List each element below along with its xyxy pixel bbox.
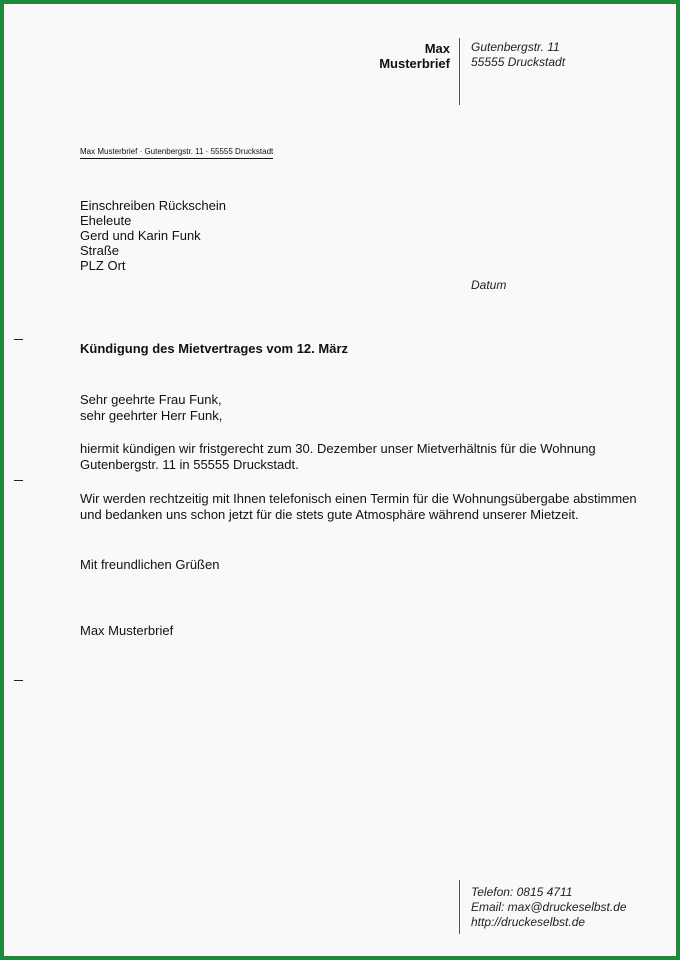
footer-web: http://druckeselbst.de (471, 915, 586, 929)
punch-mark (14, 480, 23, 481)
closing: Mit freundlichen Grüßen (80, 557, 220, 572)
subject-line: Kündigung des Mietvertrages vom 12. März (80, 341, 349, 356)
sender-city: 55555 Druckstadt (471, 55, 566, 69)
recipient-line: Einschreiben Rückschein (80, 198, 226, 213)
sender-name (379, 41, 450, 71)
footer-phone: Telefon: 0815 4711 (471, 885, 573, 899)
fold-mark (14, 339, 23, 340)
fold-mark (14, 680, 23, 681)
recipient-line: Gerd und Karin Funk (80, 228, 201, 243)
date-label: Datum (471, 278, 507, 292)
body-paragraph: hiermit kündigen wir fristgerecht zum 30. Dezember unser Mietverhältnis für die Wohnung Gutenbergstr. 11 in 55555 Druckstadt. (80, 441, 596, 472)
sender-address (471, 40, 565, 70)
sender-first-name: Max (424, 41, 450, 56)
signature: Max Musterbrief (80, 623, 174, 638)
header-divider (459, 38, 460, 105)
recipient-block (80, 198, 226, 273)
return-address-line: Max Musterbrief · Gutenbergstr. 11 · 55555 Druckstadt (80, 147, 273, 159)
footer-email: Email: max@druckeselbst.de (471, 900, 627, 914)
recipient-line: PLZ Ort (80, 258, 126, 273)
sender-last-name: Musterbrief (379, 56, 450, 71)
footer-contact (471, 885, 627, 930)
recipient-line: Straße (80, 243, 120, 258)
salutation (80, 392, 640, 424)
salutation-line: Sehr geehrte Frau Funk, (80, 392, 222, 407)
recipient-line: Eheleute (80, 213, 132, 228)
footer-divider (459, 880, 460, 934)
salutation-line: sehr geehrter Herr Funk, (80, 408, 223, 423)
sender-street: Gutenbergstr. 11 (471, 40, 560, 54)
body-paragraph: Wir werden rechtzeitig mit Ihnen telefonisch einen Termin für die Wohnungsübergabe abstimmen und bedanken uns schon jetzt für die stets gute Atmosphäre während unserer Mietzeit. (80, 491, 637, 522)
letter-page (4, 4, 676, 956)
